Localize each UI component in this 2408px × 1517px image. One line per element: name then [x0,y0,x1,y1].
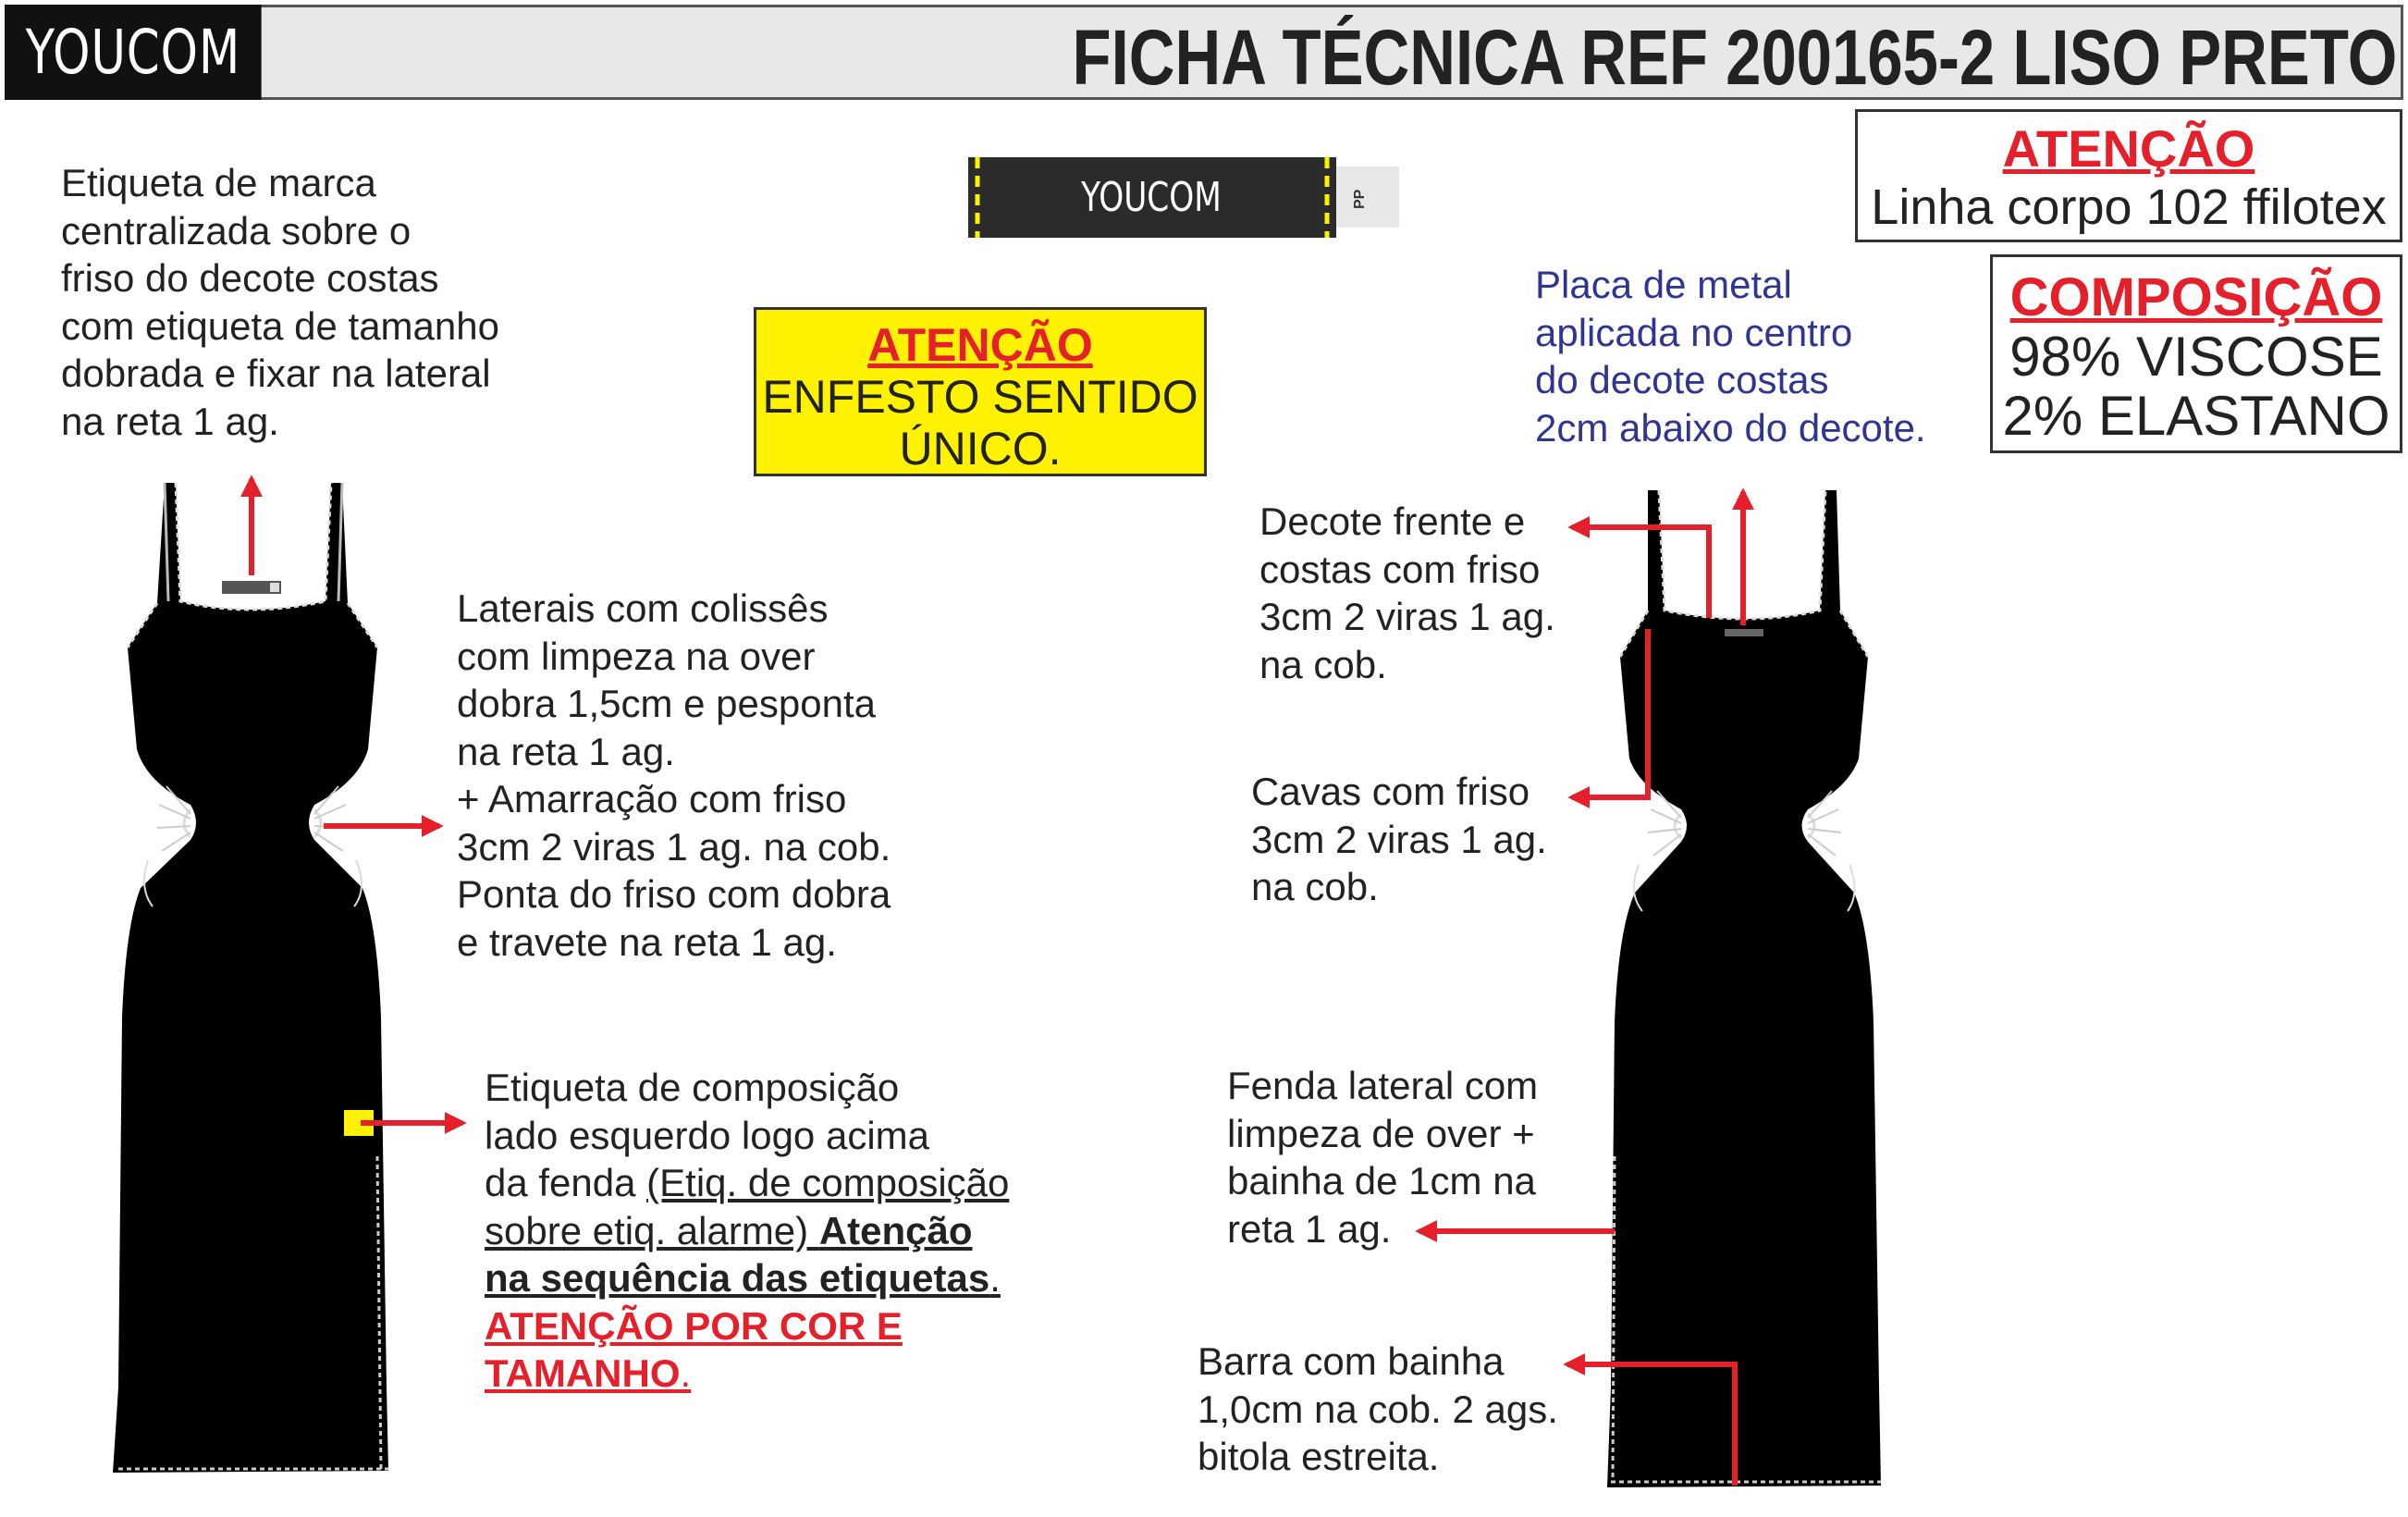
composition-line-viscose: 98% VISCOSE [2009,326,2383,388]
note-warning-line: ATENÇÃO POR COR E [485,1303,903,1348]
note-line: 1,0cm na cob. 2 ags. [1198,1387,1558,1431]
note-metal-plate [1535,261,1926,451]
note-line: Fenda lateral com [1227,1064,1539,1107]
page-title: FICHA TÉCNICA REF 200165-2 LISO PRETO [1072,14,2397,101]
note-side-slit [1227,1062,1538,1252]
note-line: Cavas com friso [1251,770,1530,813]
note-line: + Amarração com friso [457,777,847,820]
note-line: bainha de 1cm na [1227,1159,1536,1202]
note-line: costas com friso [1259,547,1541,591]
note-line: 2cm abaixo do decote. [1535,405,1926,450]
note-line: Etiqueta de marca [61,161,376,204]
note-line: Placa de metal [1535,263,1792,306]
thread-box [1855,109,2402,242]
note-armholes [1251,768,1547,911]
composition-box-title: COMPOSIÇÃO [2009,267,2383,327]
note-line: Ponta do friso com dobra [457,872,891,916]
note-line: bitola estreita. [1198,1435,1440,1478]
attention-box-line2: ÚNICO. [899,423,1062,475]
size-tag-text: PP [1352,189,1368,209]
label-brand-text: YOUCOM [1081,173,1222,222]
note-line: 3cm 2 viras 1 ag. na cob. [457,824,891,869]
thread-box-title: ATENÇÃO [2002,119,2255,178]
note-composition-label [485,1064,1009,1398]
note-neckline [1259,498,1555,688]
note-sides [457,585,891,966]
note-line: da fenda (Etiq. de composição [485,1161,1010,1204]
thread-box-text: Linha corpo 102 ffilotex [1871,179,2387,235]
note-line: friso do decote costas [61,256,439,300]
note-line: com etiqueta de tamanho [61,303,499,348]
note-line: lado esquerdo logo acima [485,1113,929,1157]
note-line: limpeza de over + [1227,1111,1535,1155]
note-line: e travete na reta 1 ag. [457,919,837,964]
attention-box [754,307,1207,476]
composition-line-elastano: 2% ELASTANO [2002,385,2390,447]
brand-label-illustration [968,157,1399,238]
note-line: dobrada e fixar na lateral [61,352,491,395]
note-line: na reta 1 ag. [61,399,279,443]
note-line: centralizada sobre o [61,208,412,253]
note-line: Laterais com colissês [457,586,829,630]
note-line: com limpeza na over [457,634,816,678]
note-line: Etiqueta de composição [485,1066,900,1109]
dress-back-view [113,483,388,1473]
note-hem [1198,1338,1558,1481]
note-line: 3cm 2 viras 1 ag. [1259,595,1555,638]
brand-logo: YOUCOM [5,5,262,100]
note-line: na cob. [1251,865,1379,908]
attention-box-line1: ENFESTO SENTIDO [762,371,1198,423]
note-line: aplicada no centro [1535,310,1853,354]
note-line: do decote costas [1535,358,1829,401]
composition-box [1990,254,2402,453]
note-line: na sequência das etiquetas. [485,1256,1001,1300]
note-line: dobra 1,5cm e pesponta [457,682,876,725]
note-line: 3cm 2 viras 1 ag. [1251,817,1547,861]
note-line: na reta 1 ag. [457,729,675,773]
note-line: na cob. [1259,642,1387,686]
note-line: TAMANHO. [485,1351,692,1395]
attention-box-title: ATENÇÃO [867,319,1093,371]
note-line: Barra com bainha [1198,1339,1505,1383]
note-line: sobre etiq. alarme) Atenção [485,1208,973,1252]
note-brand-label [61,159,499,445]
note-line: reta 1 ag. [1227,1206,1392,1251]
note-line: Decote frente e [1259,500,1526,543]
